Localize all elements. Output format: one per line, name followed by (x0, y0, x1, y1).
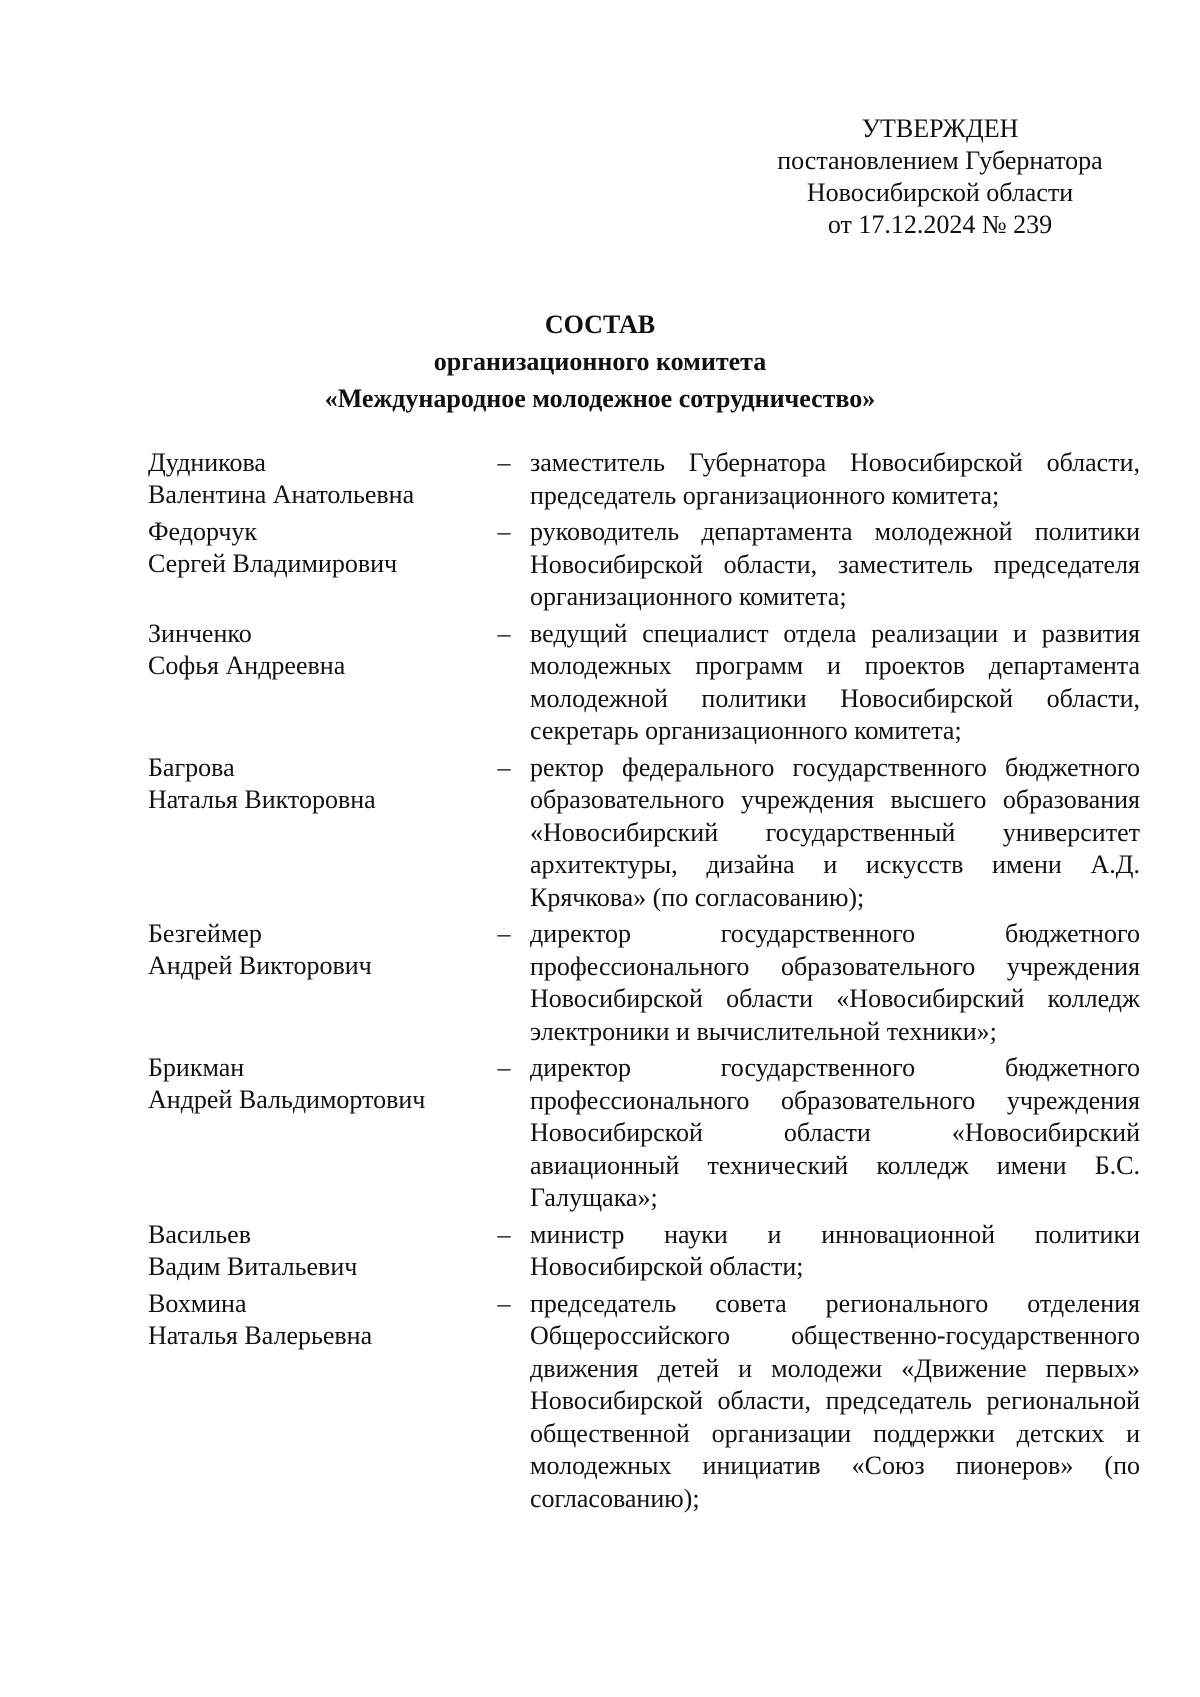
dash-separator: – (497, 618, 511, 648)
member-role: руководитель департамента молодежной политики Новосибирской области, заместитель председателя организационного комитета; (530, 517, 1140, 611)
member-role: ректор федерального государственного бюджетного образовательного учреждения высшего образования «Новосибирский государственный университет архитектуры, дизайна и искусств имени А.Д. Крячкова» (по согласованию); (530, 752, 1140, 912)
member-given-names: Андрей Викторович (148, 951, 372, 980)
member-role: председатель совета регионального отделения Общероссийского общественно-государственного движения детей и молодежи «Движение первых» Новосибирской области, председатель региональной общественной организации поддержки детских и молодежных инициатив «Союз пионеров» (по согласованию); (530, 1288, 1140, 1513)
member-list (148, 447, 1140, 1519)
member-row (148, 752, 1140, 915)
member-surname: Брикман (148, 1053, 245, 1082)
member-given-names: Наталья Викторовна (148, 784, 376, 814)
member-name (148, 516, 478, 580)
dash-separator: – (497, 448, 511, 477)
member-name (148, 1052, 478, 1116)
dash-separator: – (497, 919, 511, 948)
dash-separator: – (497, 1219, 511, 1249)
approval-region: Новосибирской области (806, 178, 1074, 207)
member-row (148, 618, 1140, 748)
title-subject: организационного комитета (433, 347, 767, 376)
member-given-names: Сергей Владимирович (148, 549, 398, 578)
member-surname: Васильев (148, 1219, 251, 1249)
member-row (148, 1052, 1140, 1215)
member-name (148, 447, 478, 511)
member-surname: Дудникова (148, 448, 266, 477)
member-given-names: Софья Андреевна (148, 650, 346, 680)
member-given-names: Валентина Анатольевна (148, 480, 415, 509)
member-role: директор государственного бюджетного профессионального образовательного учреждения Новосибирской области «Новосибирский авиационный технический колледж имени Б.С. Галущака»; (530, 1053, 1140, 1212)
approval-stamp (760, 113, 1120, 241)
member-name (148, 752, 478, 816)
member-given-names: Андрей Вальдимортович (148, 1085, 426, 1114)
approval-date-number: от 17.12.2024 № 239 (827, 210, 1053, 239)
dash-separator: – (497, 517, 511, 546)
member-name (148, 618, 478, 682)
approval-decree: постановлением Губернатора (777, 146, 1103, 175)
title-committee-name: «Международное молодежное сотрудничество» (324, 384, 876, 413)
member-role: ведущий специалист отдела реализации и развития молодежных программ и проектов департамента молодежной политики Новосибирской области, секретарь организационного комитета; (530, 618, 1140, 745)
member-name (148, 918, 478, 982)
dash-separator: – (497, 752, 511, 782)
member-surname: Вохмина (148, 1288, 247, 1318)
member-given-names: Вадим Витальевич (148, 1251, 358, 1281)
member-name (148, 1288, 478, 1352)
title-heading: СОСТАВ (544, 310, 656, 339)
approval-heading: УТВЕРЖДЕН (861, 114, 1019, 143)
member-role: заместитель Губернатора Новосибирской области, председатель организационного комитета; (530, 448, 1140, 510)
member-role: министр науки и инновационной политики Новосибирской области; (530, 1219, 1140, 1281)
member-row (148, 918, 1140, 1048)
document-title (150, 306, 1050, 417)
member-row (148, 516, 1140, 614)
member-row (148, 447, 1140, 512)
member-surname: Безгеймер (148, 919, 262, 948)
member-role: директор государственного бюджетного профессионального образовательного учреждения Новосибирской области «Новосибирский колледж электроники и вычислительной техники»; (530, 919, 1140, 1046)
member-surname: Багрова (148, 752, 235, 782)
member-surname: Федорчук (148, 517, 258, 546)
member-surname: Зинченко (148, 618, 252, 648)
dash-separator: – (497, 1288, 511, 1318)
dash-separator: – (497, 1053, 511, 1082)
member-name (148, 1219, 478, 1283)
member-given-names: Наталья Валерьевна (148, 1320, 373, 1350)
member-row (148, 1288, 1140, 1516)
member-row (148, 1219, 1140, 1284)
